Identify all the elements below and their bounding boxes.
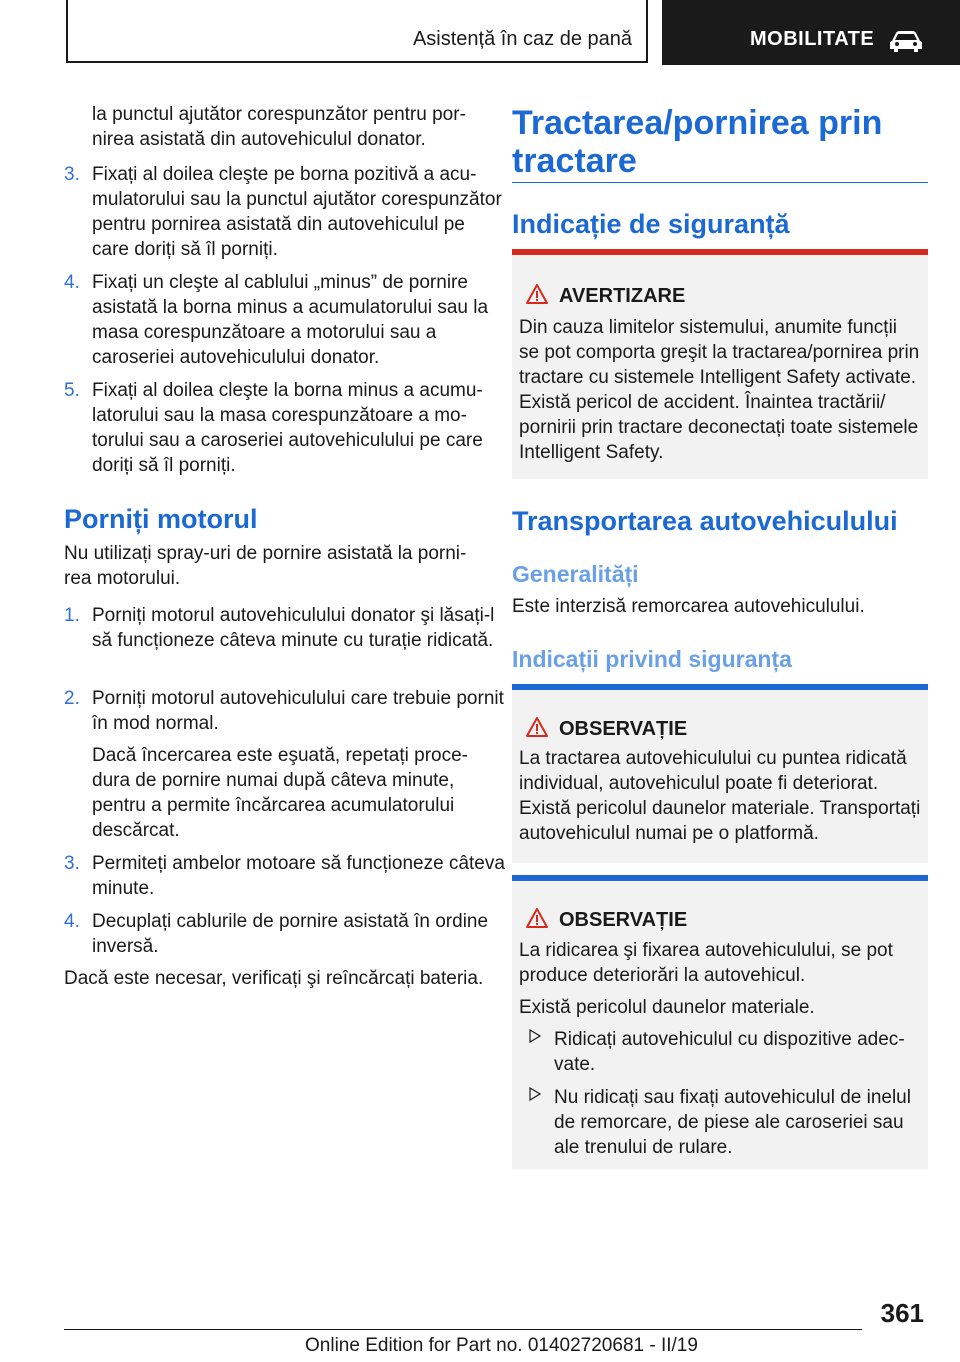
notice-text: La ridicarea şi fixarea autovehiculului, se pot produce deteriorări la autovehicul. — [519, 940, 893, 986]
step-continuation: la punctul ajutător corespunzător pentru pornirea asistată din autovehiculul donator. — [92, 104, 466, 150]
notice-title: OBSERVAȚIE — [559, 718, 688, 740]
warning-triangle-icon — [525, 907, 549, 929]
list-item — [64, 686, 506, 736]
step-text: Fixați al doilea cleşte la borna minus a acumulatorului sau la masa corespunzătoare a motorului sau a caroseriei autovehiculului pe care doriți să îl porniți. — [92, 380, 483, 476]
list-item — [64, 909, 506, 959]
triangle-bullet-icon — [529, 1087, 541, 1101]
notice-box — [512, 875, 928, 1169]
list-item — [64, 603, 506, 653]
bullet-text: Nu ridicați sau fixați autovehiculul de inelul de remorcare, de piese ale caroseriei sau ale trenului de rulare. — [554, 1087, 911, 1158]
list-item — [64, 851, 506, 901]
step-number: 4. — [64, 911, 80, 932]
page-title: Tractarea/pornirea prin tractare — [512, 104, 883, 180]
step-number: 5. — [64, 380, 80, 401]
bullet-text: Ridicați autovehiculul cu dispozitive adecvate. — [554, 1029, 905, 1075]
section-label: MOBILITATE — [750, 28, 875, 50]
header-chapter-box — [66, 0, 648, 63]
warning-triangle-icon — [525, 716, 549, 738]
step-text: Decuplați cablurile de pornire asistată în ordine inversă. — [92, 911, 489, 957]
step-number: 3. — [64, 853, 80, 874]
general-text: Este interzisă remorcarea autovehiculului. — [512, 596, 865, 617]
list-item — [64, 378, 506, 478]
subsection-heading: Generalități — [512, 561, 639, 587]
step-number: 1. — [64, 605, 80, 626]
warning-text: Din cauza limitelor sistemului, anumite funcții se pot comporta greşit la tractarea/pornirea prin tractare cu sistemele Intelligent Safety activate. Există pericol de accident. Înaintea tractării/ pornirii prin tractare deconectați toate sistemele Intelligent Safety. — [519, 317, 920, 463]
step-text: Permiteți ambelor motoare să funcționeze câteva minute. — [92, 853, 505, 899]
section-heading: Transportarea autovehiculului — [512, 506, 898, 536]
step-text: Porniți motorul autovehiculului care trebuie pornit în mod normal. — [92, 688, 504, 734]
step-number: 3. — [64, 164, 80, 185]
warning-title: AVERTIZARE — [559, 285, 686, 307]
triangle-bullet-icon — [529, 1029, 541, 1043]
warning-title-row — [519, 283, 921, 309]
notice-title-row — [519, 907, 921, 933]
start-intro: Nu utilizați spray-uri de pornire asistată la pornirea motorului. — [64, 543, 467, 589]
footer-rule — [64, 1329, 862, 1330]
step-text: Fixați un cleşte al cablului „minus” de pornire asistată la borna minus a acumulatorului sau la masa corespunzătoare a motorului sau a caroseriei autovehiculului donator. — [92, 272, 489, 368]
bullet-item — [519, 1027, 921, 1077]
step-text: Porniți motorul autovehiculului donator şi lăsați-l să funcționeze câteva minute cu turație ridicată. — [92, 605, 495, 651]
title-rule — [512, 182, 928, 183]
notice-text: Există pericolul daunelor materiale. — [519, 997, 815, 1018]
step-text: Fixați al doilea cleşte pe borna pozitivă a acumulatorului sau la punctul ajutător corespunzător pentru pornirea asistată din autovehiculul pe care doriți să îl porniți. — [92, 164, 502, 260]
edition-text: Online Edition for Part no. 01402720681 - II/19 — [305, 1335, 698, 1356]
warning-box — [512, 249, 928, 479]
chapter-title: Asistență în caz de pană — [412, 28, 632, 50]
step-note: Dacă încercarea este eşuată, repetați procedura de pornire numai după câteva minute, pentru a permite încărcarea acumulatorului descărcat. — [92, 745, 468, 841]
notice-title: OBSERVAȚIE — [559, 909, 688, 931]
warning-triangle-icon — [525, 283, 549, 305]
section-heading: Indicație de siguranță — [512, 209, 790, 239]
step-number: 4. — [64, 272, 80, 293]
list-item — [64, 270, 506, 370]
section-heading: Porniți motorul — [64, 504, 258, 534]
closing-text: Dacă este necesar, verificați şi reîncărcați bateria. — [64, 968, 484, 989]
notice-box — [512, 684, 928, 863]
section-tab — [662, 0, 960, 65]
car-icon — [888, 28, 924, 54]
notice-title-row — [519, 716, 921, 742]
bullet-item — [519, 1085, 921, 1160]
page-number: 361 — [880, 1298, 924, 1328]
subsection-heading: Indicații privind siguranța — [512, 646, 792, 672]
list-item — [64, 162, 506, 262]
step-number: 2. — [64, 688, 80, 709]
notice-text: La tractarea autovehiculului cu puntea ridicată individual, autovehiculul poate fi deteriorat. Există pericolul daunelor materiale. Transportați autovehiculul numai pe o platformă. — [519, 748, 921, 844]
